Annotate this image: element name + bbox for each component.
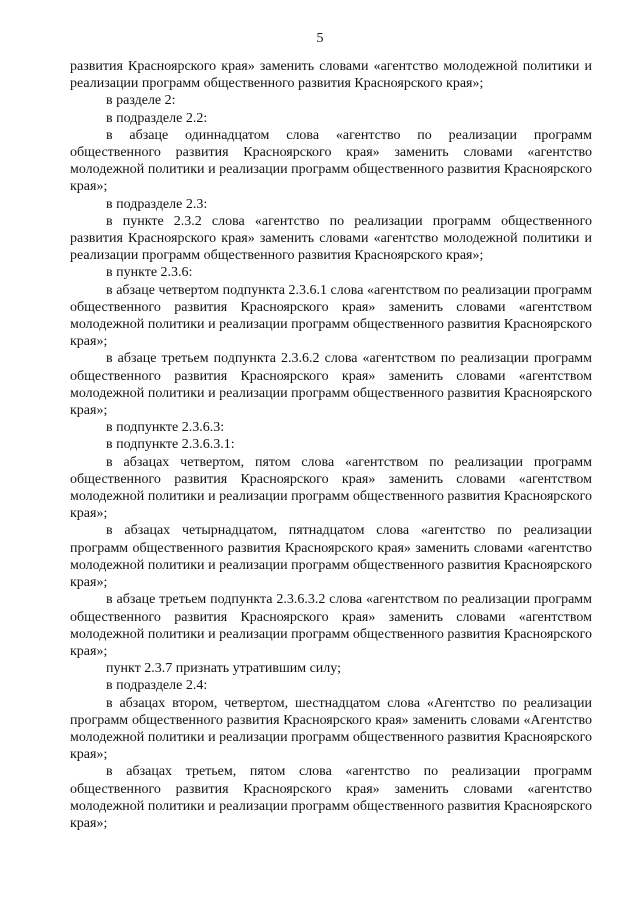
paragraph: в абзацах втором, четвертом, шестнадцатом слова «Агентство по реализации программ общественного развития Красноярского края» заменить словами «Агентство молодежной политики и реализации программ общественного развития Красноярского края»; (70, 695, 592, 763)
paragraph: в абзацах четырнадцатом, пятнадцатом слова «агентство по реализации программ общественного развития Красноярского края» заменить словами «агентство молодежной политики и реализации программ общественного развития Красноярского края»; (70, 523, 592, 591)
document-body (70, 58, 592, 832)
paragraph: в подразделе 2.4: (106, 678, 208, 694)
paragraph: в подпункте 2.3.6.3.1: (106, 437, 235, 453)
paragraph: в подпункте 2.3.6.3: (106, 420, 225, 436)
paragraph: в абзацах третьем, пятом слова «агентство по реализации программ общественного развития Красноярского края» заменить словами «агентство молодежной политики и реализации программ общественного развития Красноярского края»; (70, 764, 592, 831)
paragraph: в абзаце одиннадцатом слова «агентство по реализации программ общественного развития Красноярского края» заменить словами «агентство молодежной политики и реализации программ общественного развития Красноярского края»; (70, 127, 592, 195)
paragraph: в подразделе 2.2: (106, 110, 208, 126)
paragraph: пункт 2.3.7 признать утратившим силу; (106, 661, 341, 677)
paragraph: в абзаце четвертом подпункта 2.3.6.1 слова «агентством по реализации программ общественного развития Красноярского края» заменить словами «агентством молодежной политики и реализации программ общественного развития Красноярского края»; (70, 282, 592, 350)
paragraph: в абзаце третьем подпункта 2.3.6.2 слова «агентством по реализации программ общественного развития Красноярского края» заменить словами «агентством молодежной политики и реализации программ общественного развития Красноярского края»; (70, 351, 592, 419)
paragraph: в пункте 2.3.2 слова «агентство по реализации программ общественного развития Красноярского края» заменить словами «агентство молодежной политики и реализации программ общественного развития Красноярского края»; (70, 213, 592, 264)
paragraph: в подразделе 2.3: (106, 196, 208, 212)
paragraph: в разделе 2: (106, 93, 176, 109)
page-number: 5 (316, 31, 324, 46)
paragraph: развития Красноярского края» заменить словами «агентство молодежной политики и реализации программ общественного развития Красноярского края»; (70, 59, 592, 92)
paragraph: в абзацах четвертом, пятом слова «агентством по реализации программ общественного развития Красноярского края» заменить словами «агентством молодежной политики и реализации программ общественного развития Красноярского края»; (70, 454, 592, 522)
paragraph: в абзаце третьем подпункта 2.3.6.3.2 слова «агентством по реализации программ общественного развития Красноярского края» заменить словами «агентством молодежной политики и реализации программ общественного развития Красноярского края»; (70, 592, 592, 659)
paragraph: в пункте 2.3.6: (106, 265, 193, 281)
